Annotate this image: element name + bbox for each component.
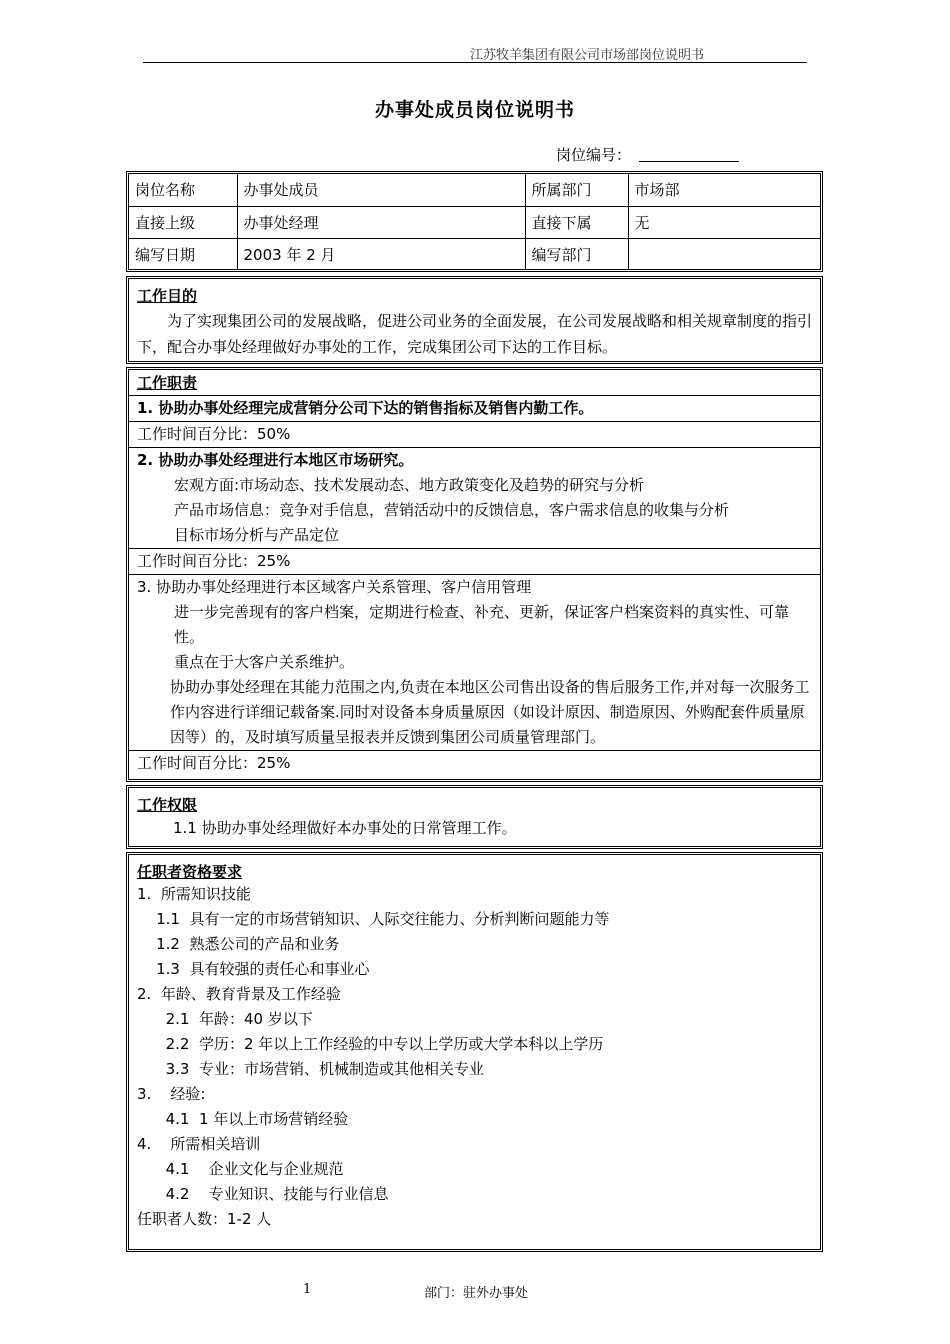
square-bullet-icon — [137, 473, 174, 498]
duty2-item: 产品市场信息：竞争对手信息，营销活动中的反馈信息，客户需求信息的收集与分析 — [174, 501, 730, 519]
requirement-line: 1.3 具有较强的责任心和事业心 — [137, 960, 370, 978]
duty1-percentage: 工作时间百分比：50% — [137, 425, 291, 443]
post-number-blank — [639, 147, 739, 162]
info-cell: 编写日期 — [129, 238, 237, 270]
requirement-line: 4. 所需相关培训 — [137, 1135, 261, 1153]
info-cell: 无 — [628, 206, 820, 238]
requirement-line: 4.1 1 年以上市场营销经验 — [137, 1110, 349, 1128]
footer-department: 部门：驻外办事处 — [424, 1286, 529, 1301]
info-cell: 市场部 — [628, 174, 820, 206]
duty3-percentage: 工作时间百分比：25% — [137, 754, 291, 772]
info-cell: 岗位名称 — [129, 174, 237, 206]
info-cell: 编写部门 — [525, 238, 628, 270]
requirements-title: 任职者资格要求 — [137, 863, 243, 881]
requirement-line: 1.2 熟悉公司的产品和业务 — [137, 935, 340, 953]
post-number — [556, 144, 739, 165]
info-cell: 2003 年 2 月 — [237, 238, 525, 270]
requirement-line: 4.2 专业知识、技能与行业信息 — [137, 1185, 389, 1203]
duty3-item: 协助办事处经理在其能力范围之内,负责在本地区公司售出设备的售后服务工作,并对每一次服务工作内容进行详细记载备案.同时对设备本身质量原因（如设计原因、制造原因、外购配套件质量原因等）的，及时填写质量呈报表并反馈到集团公司质量管理部门。 — [170, 678, 810, 746]
requirement-line: 4.1 企业文化与企业规范 — [137, 1160, 344, 1178]
requirement-line: 3. 经验: — [137, 1085, 206, 1103]
requirement-line: 3.3 专业：市场营销、机械制造或其他相关专业 — [137, 1060, 485, 1078]
duty2-pct-row — [129, 549, 820, 575]
rights-title: 工作权限 — [137, 796, 198, 814]
info-row — [129, 174, 820, 206]
square-bullet-icon — [137, 498, 174, 523]
info-cell: 直接上级 — [129, 206, 237, 238]
info-cell: 办事处成员 — [237, 174, 525, 206]
requirement-line: 1. 所需知识技能 — [137, 885, 251, 903]
info-cell: 所属部门 — [525, 174, 628, 206]
purpose-text: 为了实现集团公司的发展战略，促进公司业务的全面发展，在公司发展战略和相关规章制度的指引下，配合办事处经理做好办事处的工作，完成集团公司下达的工作目标。 — [137, 312, 813, 356]
list-item — [137, 675, 812, 750]
duty2-item: 宏观方面:市场动态、技术发展动态、地方政策变化及趋势的研究与分析 — [174, 476, 645, 494]
list-item — [137, 523, 812, 548]
duties-title: 工作职责 — [137, 374, 198, 392]
duties-section — [126, 367, 823, 782]
rights-item: 1.1 协助办事处经理做好本办事处的日常管理工作。 — [173, 819, 517, 837]
duty1-pct-row — [129, 422, 820, 448]
rights-section — [126, 785, 823, 849]
square-bullet-icon — [137, 523, 174, 548]
duty1-title-row — [129, 396, 820, 422]
page-header — [143, 42, 807, 63]
list-item — [137, 600, 812, 650]
requirement-line: 2. 年龄、教育背景及工作经验 — [137, 985, 341, 1003]
info-table — [126, 171, 823, 272]
post-number-label: 岗位编号： — [556, 146, 632, 164]
requirement-line: 2.1 年龄：40 岁以下 — [137, 1010, 313, 1028]
requirements-section — [126, 852, 823, 1252]
duty3-item: 重点在于大客户关系维护。 — [174, 653, 355, 671]
duty3-block — [129, 575, 820, 751]
square-bullet-icon — [137, 600, 174, 650]
purpose-title: 工作目的 — [137, 287, 198, 305]
info-cell — [628, 238, 820, 270]
requirement-line: 1.1 具有一定的市场营销知识、人际交往能力、分析判断问题能力等 — [137, 910, 610, 928]
square-bullet-icon — [137, 650, 174, 675]
page-number: 1 — [303, 1282, 312, 1297]
duty2-title: 2. 协助办事处经理进行本地区市场研究。 — [137, 451, 414, 469]
duty3-pct-row — [129, 751, 820, 776]
info-cell: 办事处经理 — [237, 206, 525, 238]
document-title: 办事处成员岗位说明书 — [374, 99, 575, 121]
duty2-block — [129, 448, 820, 549]
info-row — [129, 238, 820, 270]
info-cell: 直接下属 — [525, 206, 628, 238]
duty2-item: 目标市场分析与产品定位 — [174, 526, 340, 544]
duty3-item: 进一步完善现有的客户档案，定期进行检查、补充、更新，保证客户档案资料的真实性、可靠性。 — [174, 603, 790, 646]
list-item — [137, 498, 812, 523]
requirement-line: 2.2 学历：2 年以上工作经验的中专以上学历或大学本科以上学历 — [137, 1035, 604, 1053]
info-row — [129, 206, 820, 238]
duties-title-row — [129, 370, 820, 396]
duty3-title: 3. 协助办事处经理进行本区域客户关系管理、客户信用管理 — [137, 578, 532, 596]
header-text: 江苏牧羊集团有限公司市场部岗位说明书 — [469, 48, 704, 63]
duty1-title: 1. 协助办事处经理完成营销分公司下达的销售指标及销售内勤工作。 — [137, 399, 594, 417]
requirement-line: 任职者人数：1-2 人 — [137, 1210, 272, 1228]
list-item — [137, 650, 812, 675]
square-bullet-icon — [137, 675, 170, 750]
purpose-section — [126, 276, 823, 364]
duty2-percentage: 工作时间百分比：25% — [137, 552, 291, 570]
list-item — [137, 473, 812, 498]
